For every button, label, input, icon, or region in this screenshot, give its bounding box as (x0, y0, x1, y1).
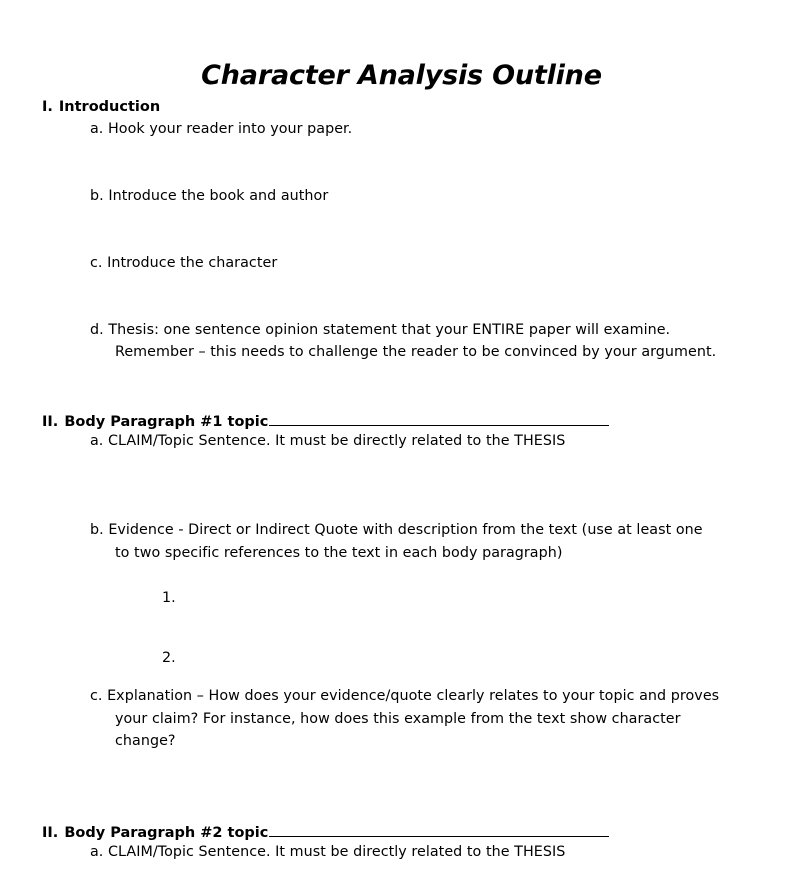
body2-item-claim: a. CLAIM/Topic Sentence. It must be directly related to the THESIS (90, 844, 566, 860)
intro-item-thesis-continued: Remember – this needs to challenge the reader to be convinced by your argument. (115, 344, 717, 360)
body1-item-evidence: b. Evidence - Direct or Indirect Quote with description from the text (use at least one (90, 522, 703, 538)
section-numeral: II. (42, 825, 59, 841)
section-heading-label: Body Paragraph #2 topic (64, 825, 269, 841)
section-heading-label: Body Paragraph #1 topic (64, 414, 269, 430)
section-body-1-heading (42, 411, 609, 430)
body1-item-explanation-continued-1: your claim? For instance, how does this example from the text show character (115, 711, 681, 727)
evidence-number-2: 2. (162, 650, 176, 666)
intro-item-character: c. Introduce the character (90, 255, 278, 271)
intro-item-book-author: b. Introduce the book and author (90, 188, 329, 204)
topic-blank-line (269, 822, 609, 837)
body1-item-evidence-continued: to two specific references to the text in each body paragraph) (115, 545, 563, 561)
page-title: Character Analysis Outline (201, 60, 602, 91)
intro-item-thesis: d. Thesis: one sentence opinion statement that your ENTIRE paper will examine. (90, 322, 671, 338)
body1-item-claim: a. CLAIM/Topic Sentence. It must be directly related to the THESIS (90, 433, 566, 449)
body1-item-explanation: c. Explanation – How does your evidence/quote clearly relates to your topic and proves (90, 688, 720, 704)
topic-blank-line (269, 411, 609, 426)
section-introduction-heading (42, 99, 160, 115)
section-body-2-heading (42, 822, 609, 841)
section-heading-label: Introduction (58, 99, 161, 115)
section-numeral: I. (42, 99, 53, 115)
section-numeral: II. (42, 414, 59, 430)
intro-item-hook: a. Hook your reader into your paper. (90, 121, 353, 137)
body1-item-explanation-continued-2: change? (115, 733, 176, 749)
evidence-number-1: 1. (162, 590, 176, 606)
